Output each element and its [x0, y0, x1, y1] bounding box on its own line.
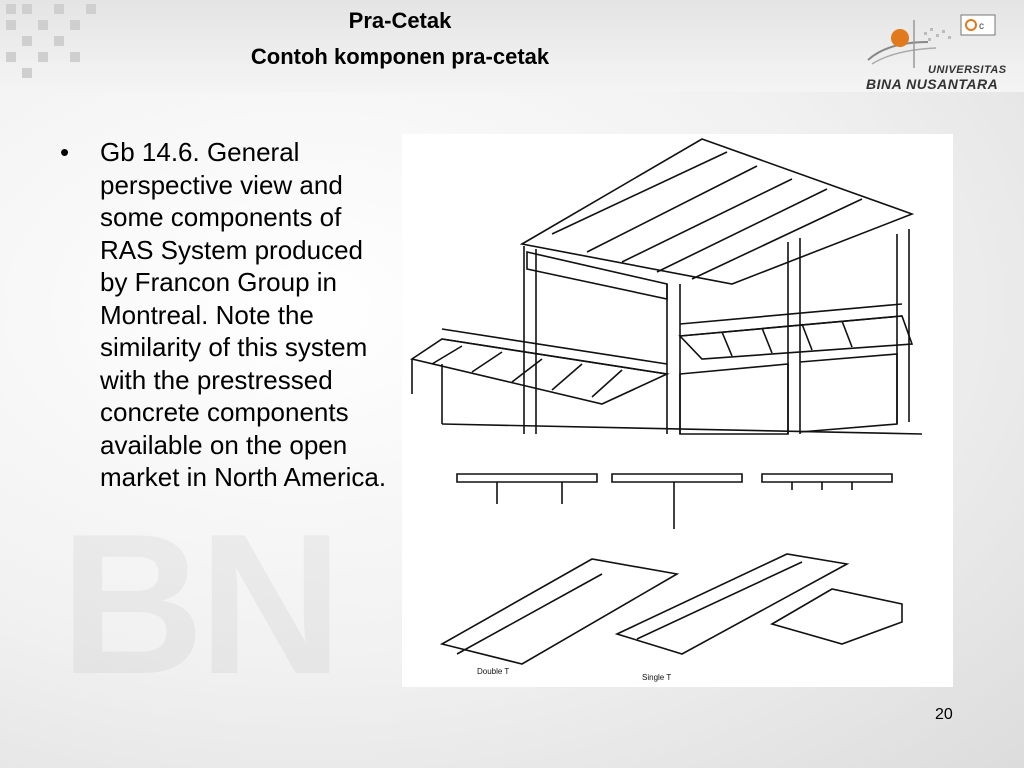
decorative-squares: [0, 0, 160, 90]
logo-line2: BINA NUSANTARA: [866, 76, 999, 92]
binus-logo: [858, 12, 1008, 92]
precast-system-drawing: [402, 134, 953, 687]
bullet-text: Gb 14.6. General perspective view and some components of RAS System produced by Francon Group in Montreal. Note the similarity of this system with the prestressed concrete components available on the open market in North America.: [100, 137, 387, 492]
bullet-symbol: •: [60, 137, 70, 167]
badge-icon: [960, 14, 996, 36]
slide-subtitle: Contoh komponen pra-cetak: [250, 44, 550, 69]
page-number: 20: [935, 706, 953, 723]
label-single-t: Single T: [642, 673, 672, 682]
logo-line1: UNIVERSITAS: [928, 64, 1007, 76]
background-watermark: [60, 490, 337, 720]
label-double-t: Double T: [477, 667, 510, 676]
slide-title: Pra-Cetak: [348, 8, 452, 33]
svg-text:c: c: [979, 21, 984, 32]
structure-figure: [402, 134, 953, 687]
